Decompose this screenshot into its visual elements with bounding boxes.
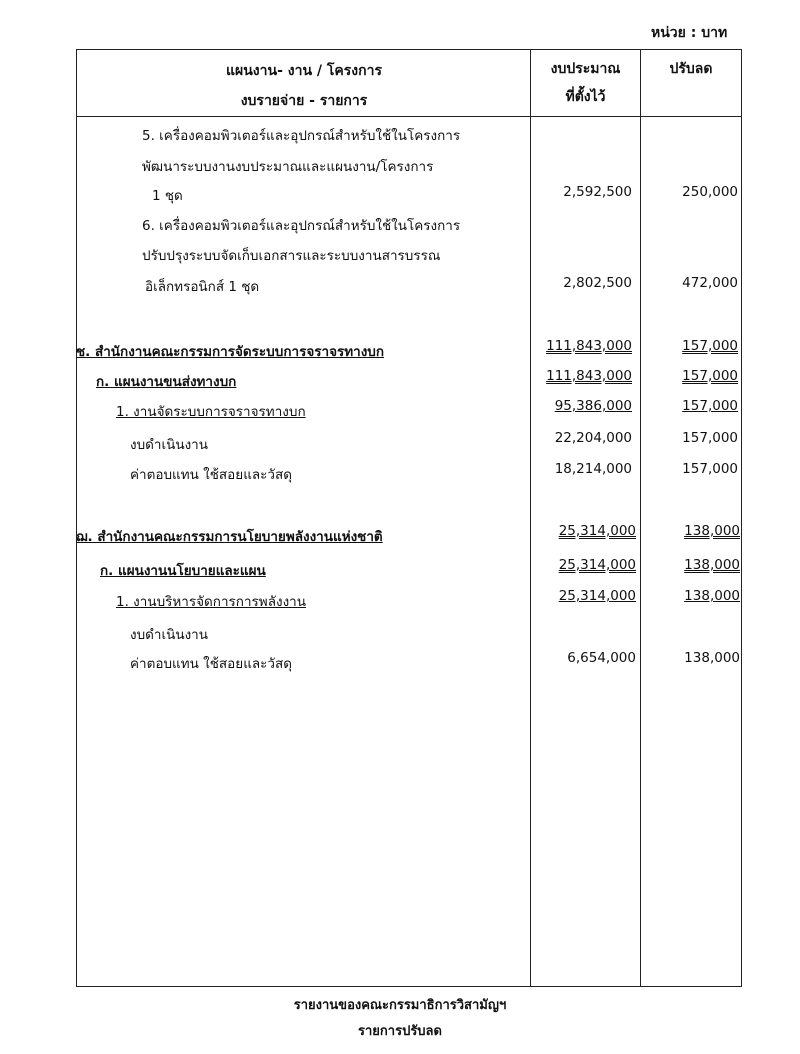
- footer-subtitle: รายการปรับลด: [358, 1024, 442, 1039]
- row-budget: 18,214,000: [554, 461, 632, 477]
- header-divider: [76, 116, 742, 117]
- row-budget: 6,654,000: [567, 650, 636, 666]
- header-cut: ปรับลด: [669, 61, 713, 77]
- row-text: อิเล็กทรอนิกส์ 1 ชุด: [145, 279, 260, 295]
- row-text: 6. เครื่องคอมพิวเตอร์และอุปกรณ์สำหรับใช้ในโครงการ: [142, 218, 461, 234]
- row-cut: 138,000: [684, 523, 740, 539]
- section-heading: ช. สำนักงานคณะกรรมการจัดระบบการจราจรทางบก: [76, 344, 385, 360]
- section-heading: ฌ. สำนักงานคณะกรรมการนโยบายพลังงานแห่งชาติ: [76, 529, 383, 545]
- row-text: ค่าตอบแทน ใช้สอยและวัสดุ: [130, 467, 292, 483]
- row-cut: 157,000: [682, 398, 738, 414]
- row-cut: 157,000: [682, 430, 738, 446]
- row-budget: 95,386,000: [554, 398, 632, 414]
- row-cut: 138,000: [684, 588, 740, 604]
- row-cut: 157,000: [682, 368, 738, 384]
- row-cut: 472,000: [682, 275, 738, 291]
- header-budget-line2: ที่ตั้งไว้: [565, 89, 606, 105]
- row-budget: 25,314,000: [558, 557, 636, 573]
- row-budget: 25,314,000: [558, 523, 636, 539]
- header-expense-label: งบรายจ่าย - รายการ: [240, 93, 368, 109]
- task-heading: 1. งานบริหารจัดการการพลังงาน: [116, 594, 306, 610]
- row-text: งบดำเนินงาน: [130, 627, 208, 643]
- row-cut: 157,000: [682, 461, 738, 477]
- row-budget: 111,843,000: [546, 368, 632, 384]
- row-budget: 2,592,500: [563, 184, 632, 200]
- unit-label: หน่วย : บาท: [651, 25, 728, 41]
- row-cut: 250,000: [682, 184, 738, 200]
- row-text: 5. เครื่องคอมพิวเตอร์และอุปกรณ์สำหรับใช้ในโครงการ: [142, 128, 461, 144]
- row-text: ปรับปรุงระบบจัดเก็บเอกสารและระบบงานสารบรรณ: [142, 248, 441, 264]
- plan-heading: ก. แผนงานขนส่งทางบก: [96, 374, 237, 390]
- header-plan-label: แผนงาน- งาน / โครงการ: [226, 63, 382, 79]
- row-budget: 25,314,000: [558, 588, 636, 604]
- plan-heading: ก. แผนงานนโยบายและแผน: [100, 563, 266, 579]
- row-budget: 2,802,500: [563, 275, 632, 291]
- row-text: 1 ชุด: [152, 188, 183, 204]
- row-cut: 157,000: [682, 338, 738, 354]
- row-text: พัฒนาระบบงานงบประมาณและแผนงาน/โครงการ: [142, 159, 434, 175]
- task-heading: 1. งานจัดระบบการจราจรทางบก: [116, 404, 306, 420]
- row-text: งบดำเนินงาน: [130, 437, 208, 453]
- column-divider-budget: [530, 49, 531, 987]
- column-divider-cut: [640, 49, 641, 987]
- row-cut: 138,000: [684, 557, 740, 573]
- row-cut: 138,000: [684, 650, 740, 666]
- footer-report-title: รายงานของคณะกรรมาธิการวิสามัญฯ: [293, 998, 507, 1013]
- row-budget: 22,204,000: [554, 430, 632, 446]
- header-budget-line1: งบประมาณ: [550, 61, 621, 77]
- row-text: ค่าตอบแทน ใช้สอยและวัสดุ: [130, 656, 292, 672]
- row-budget: 111,843,000: [546, 338, 632, 354]
